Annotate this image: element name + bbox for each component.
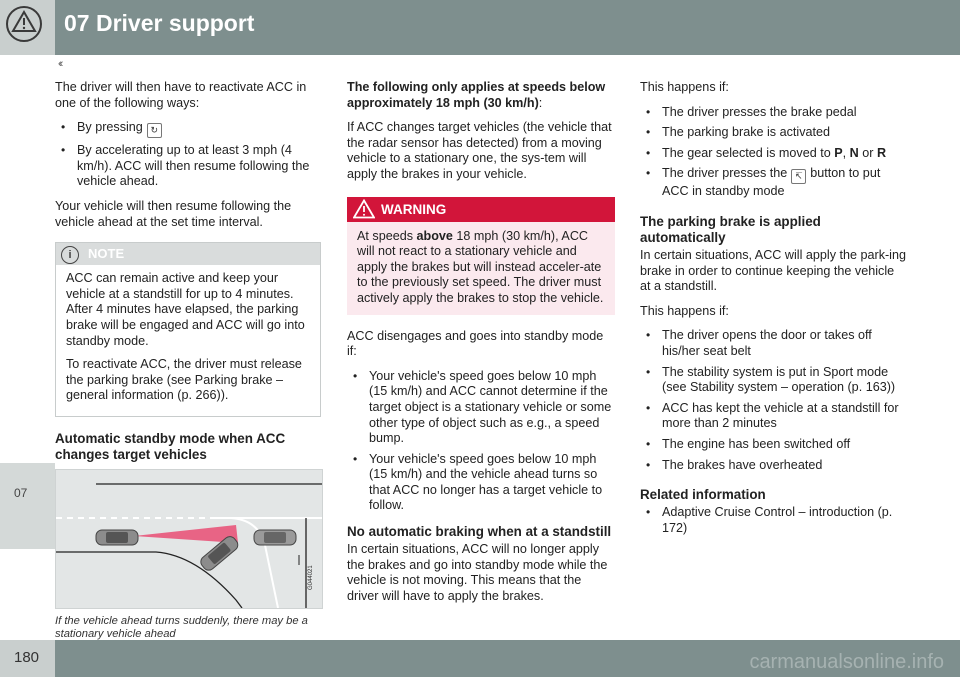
chapter-icon-area [0, 0, 55, 55]
list-item: • The brakes have overheated [640, 458, 908, 474]
reactivate-intro: The driver will then have to reactivate ACC in one of the following ways: [55, 80, 307, 110]
note-body [56, 265, 320, 416]
resume-button-icon: ↻ [147, 123, 162, 138]
column-1 [55, 80, 321, 641]
related-link[interactable]: • Adaptive Cruise Control – introduction (p. 172) [640, 505, 908, 536]
stationary-car [254, 530, 296, 545]
standby-button-icon: ↸ [791, 169, 806, 184]
parking-brake-text: In certain situations, ACC will apply the park-ing brake in order to continue keeping the vehicle at a standstill. [640, 247, 906, 294]
list-item: • The gear selected is moved to P, N or R [640, 146, 908, 162]
note-box [55, 242, 321, 417]
sidebar [0, 55, 55, 640]
list-item: • The engine has been switched off [640, 437, 908, 453]
disengage-intro: ACC disengages and goes into standby mode if: [347, 328, 604, 359]
figure-code: G044021 [308, 565, 314, 590]
reactivate-list [55, 120, 321, 190]
related-heading: Related information [640, 487, 766, 503]
note-header [56, 243, 320, 265]
warning-body: At speeds above 18 mph (30 km/h), ACC will not react to a stationary vehicle and apply the brakes but will instead acceler-ate to the previously set speed. The driver must actively apply the brakes to stop the vehicle. [357, 228, 604, 305]
list-item: • Your vehicle's speed goes below 10 mph (15 km/h) and the vehicle ahead turns so that ACC no longer has a target vehicle to follow. [347, 452, 615, 514]
info-icon: i [61, 246, 79, 264]
column-2 [347, 80, 615, 613]
note-paragraph: To reactivate ACC, the driver must release the parking brake (see Parking brake – general information (p. 266)). [66, 357, 302, 403]
road-illustration [56, 470, 322, 608]
warning-header [347, 197, 615, 222]
list-item: • Your vehicle's speed goes below 10 mph (15 km/h) and ACC cannot determine if the target object is a stationary vehicle or some other type of object such as e.g., a speed bump. [347, 369, 615, 447]
illustration [55, 469, 323, 609]
section-heading: The parking brake is applied automatically [640, 213, 821, 245]
list-item: • By pressing ↻ [55, 120, 321, 138]
list-item: • By accelerating up to at least 3 mph (4 km/h). ACC will then resume following the vehicle ahead. [55, 143, 321, 190]
page-title: 07 Driver support [64, 10, 255, 36]
list-item: • The driver presses the brake pedal [640, 105, 908, 121]
list-item: • ACC has kept the vehicle at a standstill for more than 2 minutes [640, 401, 908, 432]
page-number: 180 [14, 649, 40, 666]
warning-triangle-icon [0, 0, 55, 55]
warning-label: WARNING [381, 201, 447, 217]
related-list [640, 505, 908, 536]
figure-caption: If the vehicle ahead turns suddenly, there may be a stationary vehicle ahead [55, 614, 308, 640]
note-label: NOTE [88, 246, 125, 262]
parking-brake-list [640, 328, 908, 473]
section-heading: Automatic standby mode when ACC changes target vehicles [55, 430, 286, 462]
standstill-text: In certain situations, ACC will no longer apply the brakes and go into standby mode while the vehicle is not moving. This means that the driver will have to apply the brakes. [347, 542, 608, 603]
list-item: • The driver opens the door or takes off his/her seat belt [640, 328, 908, 359]
list-item: • The stability system is put in Sport mode (see Stability system – operation (p. 163)) [640, 365, 908, 396]
warning-box [347, 197, 615, 315]
section-heading: No automatic braking when at a standstill [347, 524, 612, 540]
happens-intro: This happens if: [640, 80, 729, 94]
warning-icon [353, 199, 375, 219]
own-car [96, 530, 138, 545]
standby-conditions-list [640, 105, 908, 200]
column-3 [640, 80, 908, 545]
chapter-tab-label: 07 [14, 486, 28, 500]
list-item: • The driver presses the ↸ button to put ACC in standby mode [640, 166, 908, 200]
watermark: carmanualsonline.info [749, 651, 944, 673]
happens-intro: This happens if: [640, 303, 729, 318]
target-change-text: If ACC changes target vehicles (the vehicle that the radar sensor has detected) from a moving vehicle to a stationary one, the sys-tem will apply the brakes in your vehicle. [347, 120, 612, 181]
resume-text: Your vehicle will then resume following the vehicle ahead at the set time interval. [55, 198, 292, 229]
disengage-list [347, 369, 615, 514]
chapter-tab[interactable] [0, 463, 55, 549]
back-link[interactable]: ‹‹ [58, 58, 62, 70]
list-item: • The parking brake is activated [640, 125, 908, 141]
speed-intro: The following only applies at speeds below approximately 18 mph (30 km/h): [347, 80, 606, 110]
note-paragraph: ACC can remain active and keep your vehicle at a standstill for up to 4 minutes. After 4 minutes have elapsed, the parking brake will be engaged and ACC will go into standby mode. [66, 271, 305, 348]
